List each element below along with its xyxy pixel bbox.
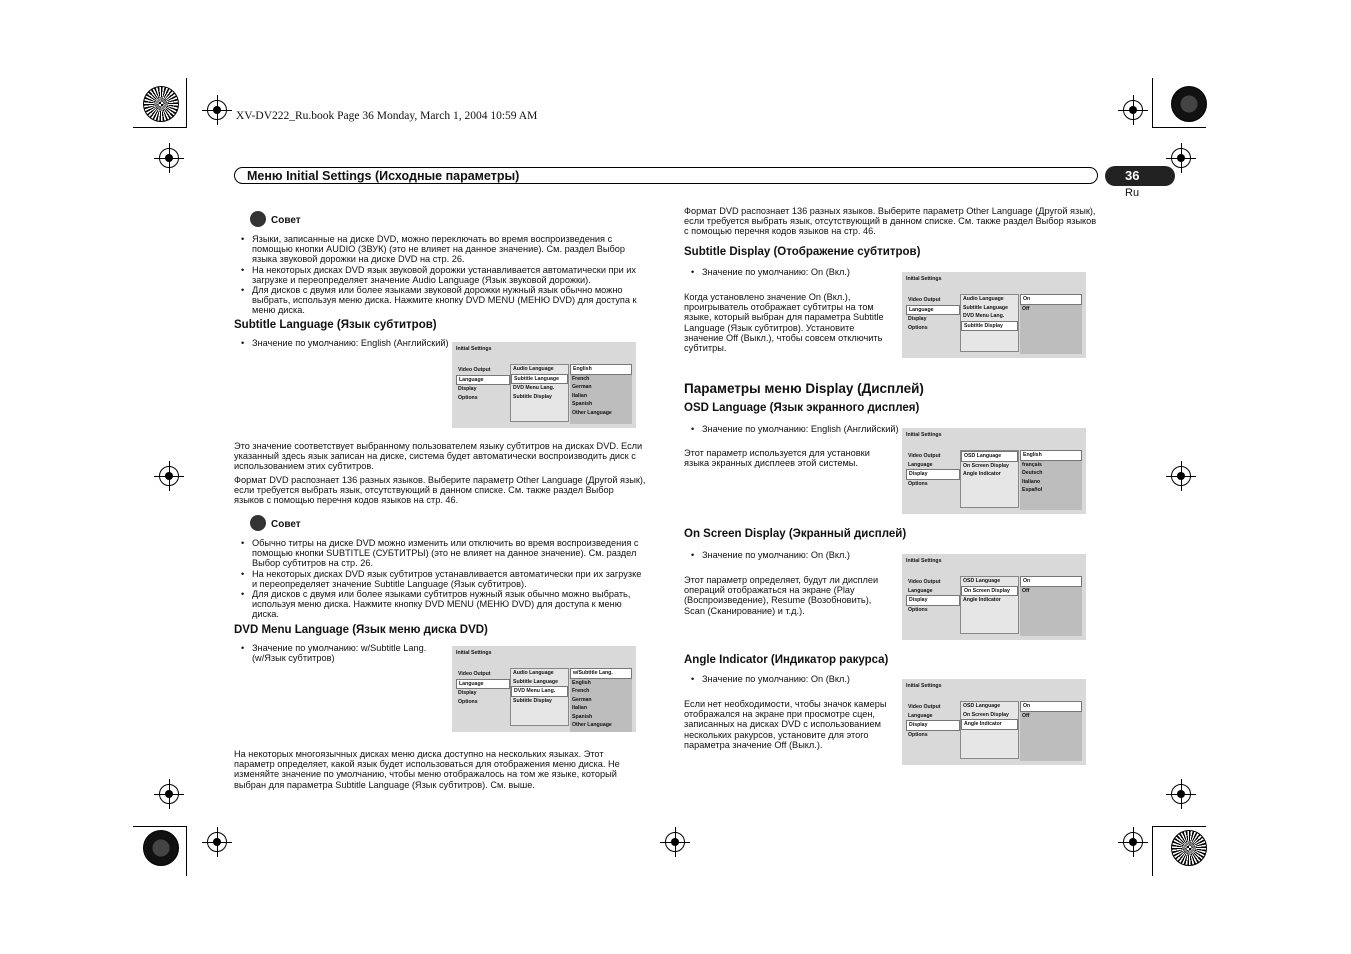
registration-star-mark	[1171, 86, 1207, 122]
osd-menu-item: French	[572, 688, 590, 694]
osd-menu-item: Language	[456, 375, 510, 386]
crosshair-mark	[1123, 832, 1143, 852]
crosshair-mark	[1171, 466, 1191, 486]
crosshair-mark	[1171, 148, 1191, 168]
paragraph: Формат DVD распознает 136 разных языков. Выберите параметр Other Language (Другой язык), если требуется выбрать язык, отсутствующий в данном списке. См. также раздел Выбор языков с помощью перечня кодов языков на стр. 46.	[234, 475, 646, 506]
crop-line	[1152, 826, 1153, 876]
registration-star-mark	[1171, 830, 1207, 866]
osd-menu-item: English	[570, 364, 632, 375]
crop-line	[186, 826, 187, 876]
osd-menu-item: Italian	[572, 705, 587, 711]
osd-menu-item: Angle Indicator	[963, 597, 1001, 603]
osd-menu-item: Language	[908, 712, 933, 719]
crosshair-mark	[1123, 100, 1143, 120]
osd-menu-item: OSD Language	[963, 578, 1001, 584]
osd-menu-item: Subtitle Language	[513, 678, 558, 685]
crop-line	[133, 127, 187, 128]
osd-menu-item: Off	[1022, 305, 1030, 312]
osd-menu-item: Italian	[572, 392, 587, 399]
osd-menu-item: On Screen Display	[961, 586, 1018, 597]
display-menu-heading: Параметры меню Display (Дисплей)	[684, 381, 924, 396]
osd-menu-item: German	[572, 384, 592, 390]
osd-menu-item: Video Output	[908, 453, 941, 459]
osd-menu-item: Subtitle Language	[963, 304, 1008, 311]
osd-menu-item: Other Language	[572, 722, 612, 728]
osd-menu-item: Options	[908, 324, 928, 331]
osd-panel-on-screen-display: Initial Settings Video Output Language Display Options OSD Language On Screen Display Angle Indicator On Off	[902, 554, 1086, 640]
dvd-menu-language-heading: DVD Menu Language (Язык меню диска DVD)	[234, 624, 488, 636]
tip-block-1	[234, 210, 646, 316]
paragraph: Этот параметр используется для установки языка экранных дисплеев этой системы.	[684, 448, 870, 469]
osd-menu-item: OSD Language	[961, 451, 1018, 462]
osd-menu-item: Other Language	[572, 409, 612, 416]
crosshair-mark	[159, 466, 179, 486]
subtitle-display-heading: Subtitle Display (Отображение субтитров)	[684, 246, 921, 258]
osd-menu-item: On	[1020, 701, 1082, 712]
osd-panel-subtitle-language	[452, 342, 636, 428]
osd-menu-item: OSD Language	[963, 703, 1001, 709]
file-header: XV-DV222_Ru.book Page 36 Monday, March 1, 2004 10:59 AM	[236, 110, 538, 122]
osd-menu-item: Language	[906, 305, 960, 316]
osd-menu-item: Options	[458, 698, 478, 705]
default-value: • Значение по умолчанию: English (Английский)	[702, 424, 912, 434]
crop-line	[1152, 127, 1206, 128]
osd-menu-item: Video Output	[908, 704, 941, 710]
osd-menu-item: Options	[908, 606, 928, 613]
osd-menu-item: Subtitle Display	[513, 697, 552, 704]
list-item: • На некоторых дисках DVD язык звуковой дорожки устанавливается автоматически при их загрузке и переопределяет значение Audio Language (Язык звуковой дорожки).	[252, 265, 646, 285]
tip-label: Совет	[271, 215, 301, 226]
osd-menu-item: Video Output	[458, 671, 491, 677]
osd-menu-item: DVD Menu Lang.	[963, 313, 1005, 319]
osd-menu-item: Audio Language	[513, 670, 554, 676]
osd-panel-osd-language: Initial Settings Video Output Language Display Options OSD Language On Screen Display Angle Indicator English français Deutsch Italiano Español	[902, 428, 1086, 514]
paragraph: Когда установлено значение On (Вкл.), проигрыватель отображает субтитры на том языке, который выбран для параметра Subtitle Language (Язык субтитров). Установите значение Off (Выкл.), чтобы совсем отключить субтитры.	[684, 292, 884, 354]
crosshair-mark	[207, 832, 227, 852]
osd-menu-item: Display	[458, 690, 477, 696]
osd-menu-item: Options	[458, 394, 478, 401]
crosshair-mark	[159, 148, 179, 168]
subtitle-language-heading: Subtitle Language (Язык субтитров)	[234, 319, 437, 331]
osd-menu-item: French	[572, 375, 590, 382]
osd-menu-item: Options	[908, 731, 928, 738]
osd-menu-item: On Screen Display	[963, 462, 1009, 469]
osd-menu-item: On	[1020, 576, 1082, 587]
list-item: • Обычно титры на диске DVD можно изменить или отключить во время воспроизведения с помощью кнопки SUBTITLE (СУБТИТРЫ) (это не влияет на данное значение). См. раздел Выбор субтитров на стр. 26.	[252, 538, 646, 569]
osd-menu-item: Angle Indicator	[963, 471, 1001, 477]
osd-menu-item: Video Output	[458, 367, 491, 373]
osd-menu-item: English	[1020, 450, 1082, 461]
angle-indicator-heading: Angle Indicator (Индикатор ракурса)	[684, 654, 889, 666]
registration-star-mark	[143, 86, 179, 122]
osd-panel-dvd-menu-language	[452, 646, 636, 732]
osd-menu-item: Subtitle Display	[961, 321, 1018, 332]
osd-menu-item: Video Output	[908, 579, 941, 585]
tip-block-2	[234, 514, 646, 620]
list-item: • Для дисков с двумя или более языками субтитров нужный язык обычно можно выбрать, используя меню диска. Нажмите кнопку DVD MENU (МЕНЮ DVD) для доступа к меню диска.	[252, 589, 646, 620]
on-screen-display-heading: On Screen Display (Экранный дисплей)	[684, 528, 907, 540]
osd-title: Initial Settings	[456, 650, 492, 656]
section-title-bar	[234, 167, 1098, 184]
osd-menu-item: Options	[908, 480, 928, 487]
osd-menu-item: Display	[906, 720, 960, 731]
page-number: 36	[1105, 166, 1175, 186]
osd-menu-item: Display	[908, 316, 927, 322]
osd-menu-item: français	[1022, 461, 1042, 468]
default-value: • Значение по умолчанию: On (Вкл.)	[702, 550, 912, 560]
default-value: • Значение по умолчанию: On (Вкл.)	[702, 267, 912, 277]
paragraph: Это значение соответствует выбранному пользователем языку субтитров на дисках DVD. Если указанный здесь язык записан на диске, система будет автоматически воспроизводить диск с использованием этих субтитров.	[234, 441, 643, 472]
osd-menu-item: English	[572, 679, 591, 686]
osd-menu-item: On Screen Display	[963, 711, 1009, 718]
osd-title: Initial Settings	[456, 346, 492, 352]
osd-menu-item: Subtitle Display	[513, 393, 552, 400]
osd-language-heading: OSD Language (Язык экранного дисплея)	[684, 402, 920, 414]
paragraph: Если нет необходимости, чтобы значок камеры отображался на экране при просмотре сцен, записанных на дисках DVD с использованием нескольких ракурсов, установите для этого параметра значение Off (Выкл.).	[684, 699, 887, 750]
default-value: • Значение по умолчанию: English (Английский)	[252, 338, 462, 348]
section-title: Меню Initial Settings (Исходные параметры)	[247, 169, 520, 183]
osd-panel-subtitle-display: Initial Settings Video Output Language Display Options Audio Language Subtitle Language DVD Menu Lang. Subtitle Display On Off	[902, 272, 1086, 358]
crosshair-mark	[159, 784, 179, 804]
crop-line	[186, 78, 187, 128]
list-item: • Языки, записанные на диске DVD, можно переключать во время воспроизведения с помощью кнопки AUDIO (ЗВУК) (это не влияет на данное значение). См. раздел Выбор языка звуковой дорожки на диске DVD на стр. 26.	[252, 234, 646, 265]
osd-menu-item: Spanish	[572, 401, 593, 407]
osd-menu-item: Display	[906, 595, 960, 606]
paragraph: На некоторых многоязычных дисках меню диска доступно на нескольких языках. Этот параметр определяет, какой язык будет использоваться для отображения меню диска. Не изменяйте значение по умолчанию, чтобы меню отображалось на том же языке, который выбран для параметра Subtitle Language (Язык субтитров). См. выше.	[234, 749, 620, 790]
list-item: • На некоторых дисках DVD язык субтитров устанавливается автоматически при их загрузке и переопределяет значение Subtitle Language (Язык субтитров).	[252, 569, 646, 589]
osd-menu-item: Language	[456, 679, 510, 690]
osd-menu-item: Angle Indicator	[961, 719, 1018, 730]
osd-menu-item: w/Subtitle Lang.	[570, 668, 632, 679]
osd-menu-item: DVD Menu Lang.	[513, 385, 555, 391]
osd-menu-item: Audio Language	[513, 366, 554, 372]
osd-menu-item: German	[572, 696, 592, 703]
default-value: • Значение по умолчанию: On (Вкл.)	[702, 674, 912, 684]
osd-menu-item: Off	[1022, 587, 1030, 594]
default-value: • Значение по умолчанию: w/Subtitle Lang. (w/Язык субтитров)	[252, 643, 462, 663]
osd-menu-item: Español	[1022, 487, 1043, 493]
osd-panel-angle-indicator: Initial Settings Video Output Language Display Options OSD Language On Screen Display Angle Indicator On Off	[902, 679, 1086, 765]
osd-menu-item: Deutsch	[1022, 470, 1043, 476]
osd-menu-item: Language	[908, 461, 933, 468]
paragraph: Формат DVD распознает 136 разных языков. Выберите параметр Other Language (Другой язык), если требуется выбрать язык, отсутствующий в данном списке. См. также раздел Выбор языков с помощью перечня кодов языков на стр. 46.	[684, 206, 1097, 237]
paragraph: Этот параметр определяет, будут ли дисплеи операций отображаться на экране (Play (Воспроизведение), Resume (Возобновить), Scan (Сканирование) и т.д.).	[684, 575, 879, 616]
osd-menu-item: DVD Menu Lang.	[511, 686, 568, 697]
osd-menu-item: Off	[1022, 712, 1030, 719]
osd-menu-item: Italiano	[1022, 478, 1041, 485]
osd-menu-item: Language	[908, 587, 933, 594]
language-code: Ru	[1125, 187, 1140, 199]
osd-menu-item: Video Output	[908, 297, 941, 303]
crop-line	[1152, 78, 1153, 128]
osd-menu-item: Subtitle Language	[511, 374, 568, 385]
crosshair-mark	[665, 832, 685, 852]
osd-menu-item: Audio Language	[963, 296, 1004, 302]
crop-line	[133, 826, 187, 827]
osd-menu-item: On	[1020, 294, 1082, 305]
tip-label: Совет	[271, 519, 301, 530]
crosshair-mark	[1171, 784, 1191, 804]
crosshair-mark	[207, 100, 227, 120]
registration-star-mark	[143, 830, 179, 866]
tip-icon	[250, 211, 266, 227]
tip-icon	[250, 515, 266, 531]
list-item: • Для дисков с двумя или более языками звуковой дорожки нужный язык обычно можно выбрать, используя меню диска. Нажмите кнопку DVD MENU (МЕНЮ DVD) для доступа к меню диска.	[252, 285, 646, 316]
crop-line	[1152, 826, 1206, 827]
osd-menu-item: Display	[458, 386, 477, 392]
osd-menu-item: Display	[906, 469, 960, 480]
osd-menu-item: Spanish	[572, 713, 593, 720]
